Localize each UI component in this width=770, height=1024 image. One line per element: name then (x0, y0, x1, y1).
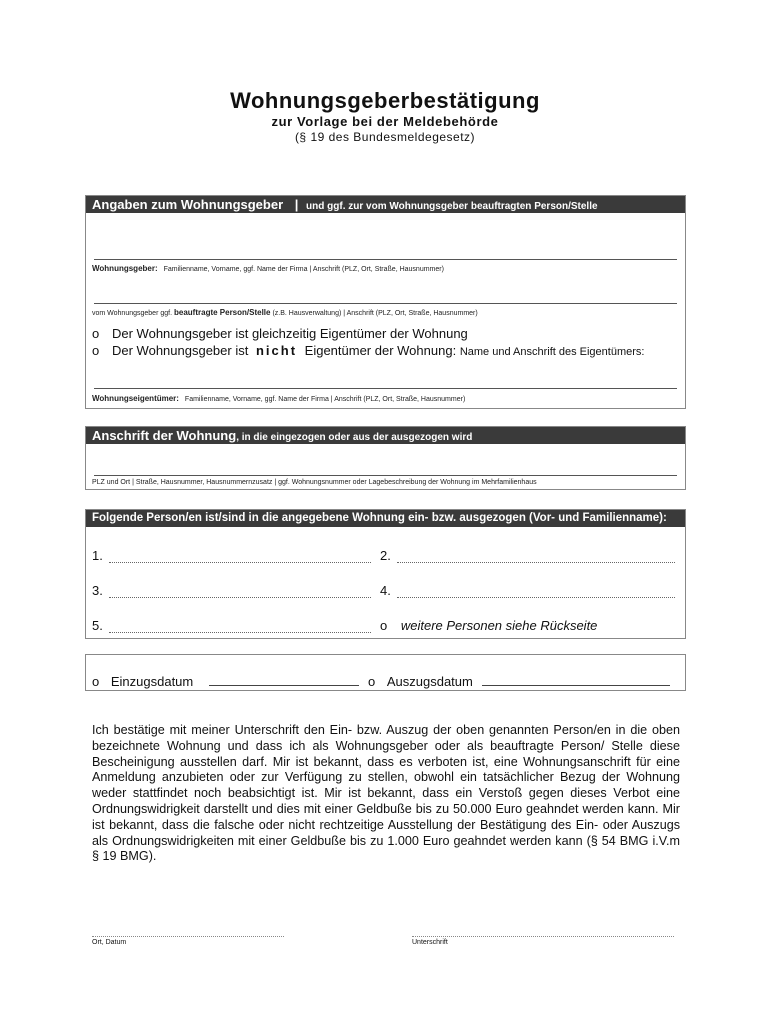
place-date-line[interactable] (92, 936, 284, 937)
apartment-heading-note: , in die eingezogen oder aus der ausgezogen wird (236, 432, 473, 443)
owner-option-2-checkbox[interactable]: o (92, 343, 100, 358)
persons-section (85, 509, 686, 639)
move-in-checkbox[interactable]: o (92, 674, 100, 689)
person-2[interactable] (380, 548, 675, 563)
landlord-caption-text: Familienname, Vorname, ggf. Name der Firma | Anschrift (PLZ, Ort, Straße, Hausnummer) (163, 266, 444, 273)
owner-option-1[interactable] (92, 326, 468, 341)
agent-name-line[interactable] (94, 303, 677, 304)
person-1-number: 1. (92, 548, 103, 563)
owner-option-2-label-pre: Der Wohnungsgeber ist (112, 343, 249, 358)
move-out-checkbox[interactable]: o (368, 674, 376, 689)
owner-option-1-label: Der Wohnungsgeber ist gleichzeitig Eigentümer der Wohnung (112, 326, 468, 341)
owner-option-2[interactable] (92, 343, 644, 358)
landlord-heading-note: und ggf. zur vom Wohnungsgeber beauftragten Person/Stelle (306, 201, 598, 212)
move-out-date-line[interactable] (482, 675, 670, 686)
signature-line[interactable] (412, 936, 674, 937)
person-3-number: 3. (92, 583, 103, 598)
move-out-label: Auszugsdatum (386, 674, 473, 689)
move-in-date-line[interactable] (209, 675, 359, 686)
person-3[interactable] (92, 583, 371, 598)
agent-label: beauftragte Person/Stelle (174, 308, 271, 317)
move-out-date[interactable] (368, 674, 670, 689)
landlord-heading: Angaben zum Wohnungsgeber (92, 197, 284, 212)
person-2-number: 2. (380, 548, 391, 563)
law-reference: (§ 19 des Bundesmeldegesetz) (294, 130, 476, 144)
move-in-date[interactable] (92, 674, 359, 689)
owner-option-2-note: Name und Anschrift des Eigentümers: (459, 346, 645, 358)
signature-label: Unterschrift (412, 939, 448, 946)
person-3-line[interactable] (109, 587, 371, 598)
apartment-heading: Anschrift der Wohnung (92, 428, 237, 443)
owner-option-2-emphasis: nicht (255, 343, 298, 358)
apartment-address-section (85, 426, 686, 490)
person-5-line[interactable] (109, 622, 371, 633)
owner-label: Wohnungseigentümer: (92, 394, 179, 403)
person-4[interactable] (380, 583, 675, 598)
heading-separator: | (294, 197, 299, 212)
landlord-name-caption (92, 264, 444, 273)
person-4-number: 4. (380, 583, 391, 598)
owner-caption (92, 394, 465, 403)
landlord-label: Wohnungsgeber: (92, 264, 158, 273)
more-persons-option[interactable] (380, 618, 597, 633)
owner-option-2-label-post: Eigentümer der Wohnung: (304, 343, 457, 358)
agent-caption (92, 308, 478, 317)
move-in-label: Einzugsdatum (110, 674, 194, 689)
owner-option-1-checkbox[interactable]: o (92, 326, 100, 341)
owner-name-line[interactable] (94, 388, 677, 389)
person-1[interactable] (92, 548, 371, 563)
person-1-line[interactable] (109, 552, 371, 563)
more-persons-label: weitere Personen siehe Rückseite (400, 618, 598, 633)
place-date-label: Ort, Datum (92, 939, 127, 946)
dates-section (85, 654, 686, 691)
apartment-address-header (86, 427, 685, 444)
document-title: Wohnungsgeberbestätigung (230, 88, 540, 113)
person-5-number: 5. (92, 618, 103, 633)
apartment-address-line[interactable] (94, 475, 677, 476)
more-persons-checkbox[interactable]: o (380, 618, 388, 633)
owner-caption-text: Familienname, Vorname, ggf. Name der Firma | Anschrift (PLZ, Ort, Straße, Hausnummer) (184, 396, 466, 403)
apartment-address-caption: PLZ und Ort | Straße, Hausnummer, Hausnummernzusatz | ggf. Wohnungsnummer oder Lagebeschreibung der Wohnung im Mehrfamilienhaus (92, 479, 537, 486)
agent-caption-pre: vom Wohnungsgeber ggf. (92, 310, 173, 317)
landlord-section-header (86, 196, 685, 213)
person-2-line[interactable] (397, 552, 675, 563)
persons-header: Folgende Person/en ist/sind in die angegebene Wohnung ein- bzw. ausgezogen (Vor- und Familienname): (86, 510, 685, 527)
agent-caption-text: (z.B. Hausverwaltung) | Anschrift (PLZ, Ort, Straße, Hausnummer) (272, 310, 478, 317)
landlord-section (85, 195, 686, 409)
document-subtitle: zur Vorlage bei der Meldebehörde (271, 114, 499, 129)
declaration-text: Ich bestätige mit meiner Unterschrift den Ein- bzw. Auszug der oben genannten Person/en in die oben bezeichnete Wohnung und dass ich als Wohnungsgeber oder als beauftragte Person/ Stelle diese Bescheinigung ausstellen darf. Mir ist bekannt, dass es verboten ist, eine Wohnungsanschrift für eine Anmeldung anzubieten oder zur Verfügung zu stellen, obwohl ein tatsächlicher Bezug der Wohnung weder stattfindet noch beabsichtigt ist. Mir ist bekannt, dass ein Verstoß gegen dieses Verbot eine Ordnungswidrigkeit darstellt und dies mit einer Geldbuße bis zu 50.000 Euro geahndet werden kann. Mir ist bekannt, dass die falsche oder nicht rechtzeitige Ausstellung der Bestätigung des Ein- oder Auszugs als Ordnungswidrigkeiten mit einer Geldbuße bis zu 1.000 Euro geahndet werden kann (§ 54 BMG i.V.m § 19 BMG). (92, 723, 680, 864)
person-5[interactable] (92, 618, 371, 633)
landlord-name-line[interactable] (94, 259, 677, 260)
person-4-line[interactable] (397, 587, 675, 598)
